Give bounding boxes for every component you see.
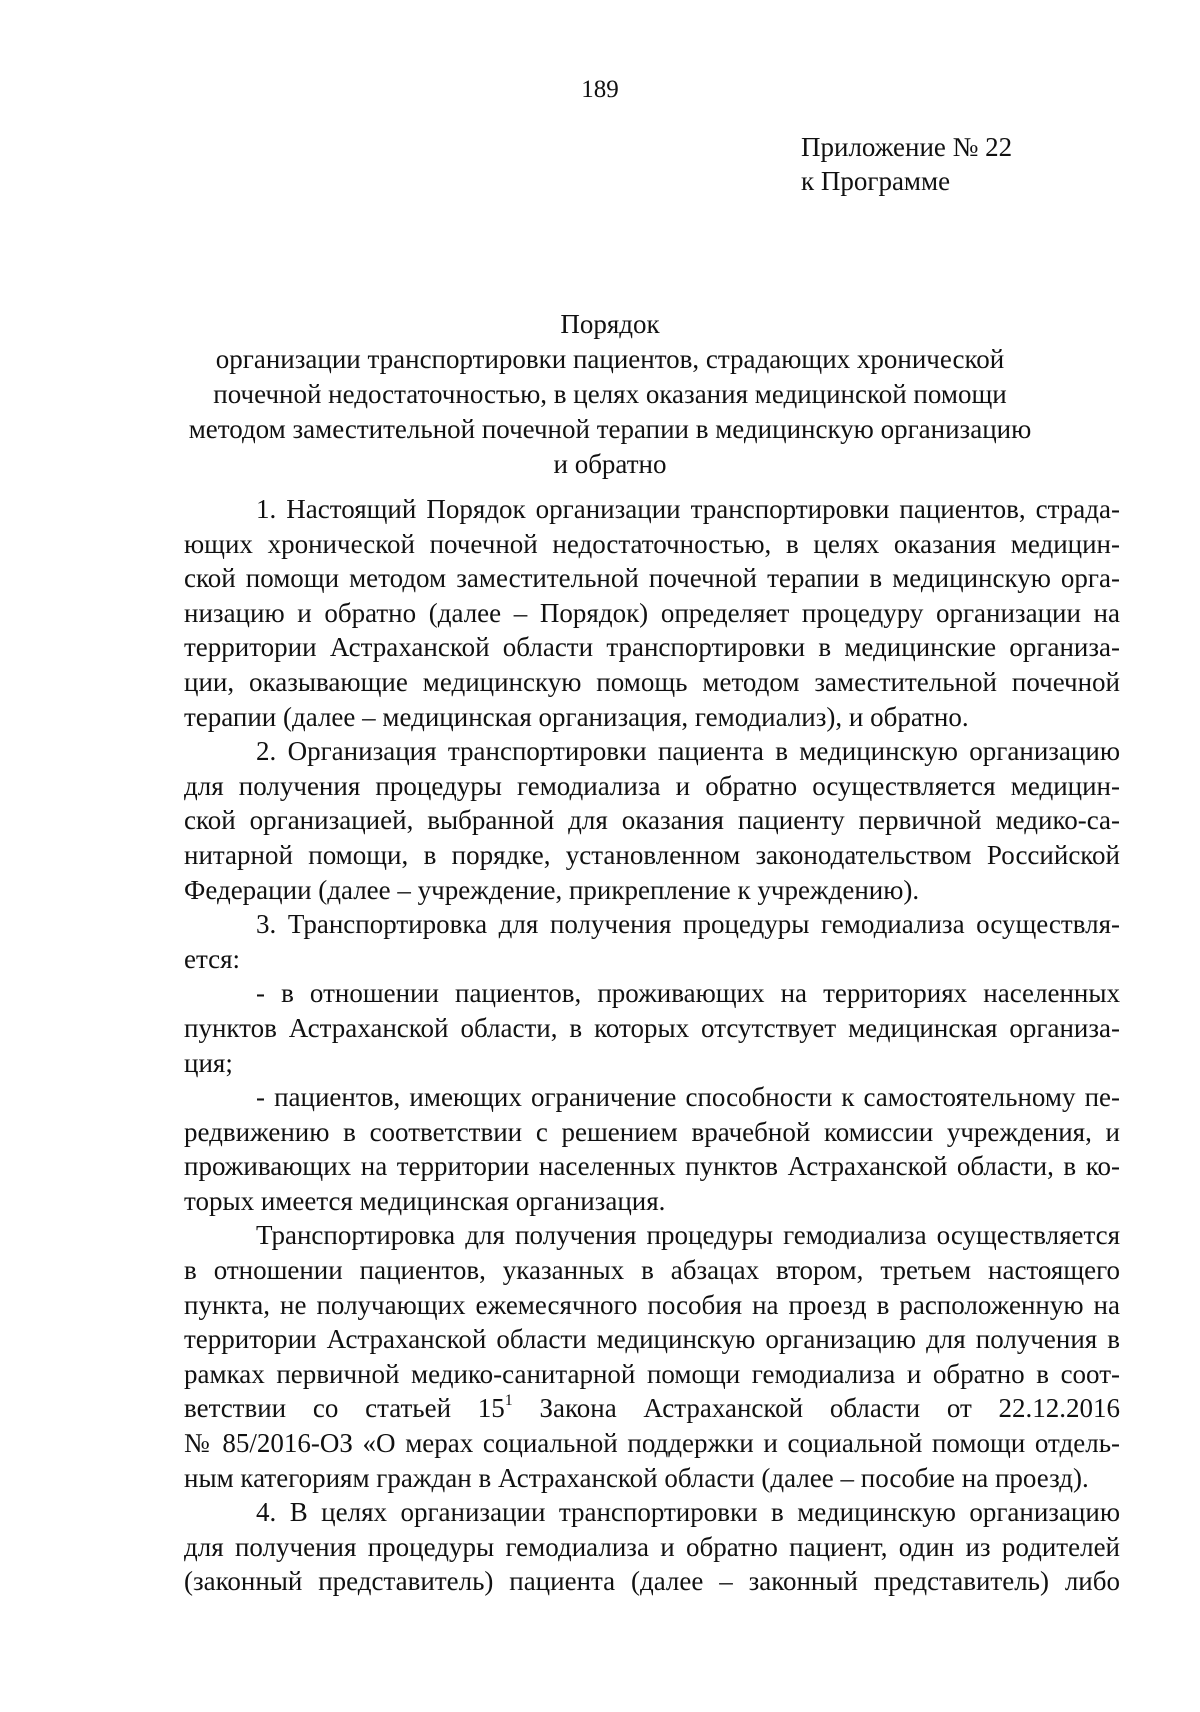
text-line: Транспортировка для получения процедуры гемодиализа осуществляется: [256, 1220, 1120, 1251]
text-line: низацию и обратно (далее – Порядок) определяет процедуру организации на: [184, 597, 1120, 628]
text-line: ция;: [184, 1047, 233, 1078]
text-line: территории Астраханской области транспортировки в медицинские организа-: [184, 632, 1120, 663]
text-line: торых имеется медицинская организация.: [184, 1185, 666, 1216]
text-fragment: Закона Астраханской области от 22.12.2016: [539, 1393, 1120, 1424]
text-line: проживающих на территории населенных пунктов Астраханской области, в ко-: [184, 1151, 1120, 1182]
text-line: редвижению в соответствии с решением врачебной комиссии учреждения, и: [184, 1116, 1120, 1147]
superscript: 1: [504, 1392, 513, 1410]
text-line: для получения процедуры гемодиализа и обратно осуществляется медицин-: [184, 770, 1120, 801]
text-line: рамках первичной медико-санитарной помощи гемодиализа и обратно в соот-: [184, 1358, 1120, 1389]
text-line: в отношении пациентов, указанных в абзацах втором, третьем настоящего: [184, 1255, 1120, 1286]
text-line-with-superscript: [184, 1391, 1120, 1426]
document-title: [150, 307, 1070, 482]
text-fragment: ветствии со статьей 15: [184, 1393, 505, 1424]
text-line: ным категориям граждан в Астраханской области (далее – пособие на проезд).: [184, 1462, 1089, 1493]
text-line: (законный представитель) пациента (далее – законный представитель) либо: [184, 1566, 1120, 1597]
text-line: 4. В целях организации транспортировки в медицинскую организацию: [256, 1497, 1120, 1528]
text-line: 1. Настоящий Порядок организации транспортировки пациентов, страда-: [256, 494, 1120, 524]
appendix-reference: [801, 130, 1012, 198]
text-line: ской организацией, выбранной для оказания пациенту первичной медико-са-: [184, 805, 1120, 836]
text-line: 2. Организация транспортировки пациента в медицинскую организацию: [256, 736, 1120, 767]
title-line: Порядок: [560, 309, 660, 339]
text-line: - в отношении пациентов, проживающих на территориях населенных: [256, 978, 1120, 1009]
text-line: нитарной помощи, в порядке, установленном законодательством Российской: [184, 839, 1120, 870]
title-line: почечной недостаточностью, в целях оказания медицинской помощи: [213, 379, 1007, 409]
text-line: пунктов Астраханской области, в которых отсутствует медицинская организа-: [184, 1012, 1120, 1043]
title-line: методом заместительной почечной терапии в медицинскую организацию: [188, 414, 1032, 444]
appendix-program: к Программе: [801, 166, 951, 196]
title-line: и обратно: [553, 449, 667, 479]
text-line: 3. Транспортировка для получения процедуры гемодиализа осуществля-: [256, 909, 1120, 940]
text-line: № 85/2016-ОЗ «О мерах социальной поддержки и социальной помощи отдель-: [184, 1428, 1120, 1459]
text-line: территории Астраханской области медицинскую организацию для получения в: [184, 1324, 1120, 1355]
text-line: для получения процедуры гемодиализа и обратно пациент, один из родителей: [184, 1531, 1120, 1562]
text-line: ской помощи методом заместительной почечной терапии в медицинскую орга-: [184, 563, 1120, 594]
text-line: ющих хронической почечной недостаточностью, в целях оказания медицин-: [184, 528, 1120, 559]
text-line: Федерации (далее – учреждение, прикрепление к учреждению).: [184, 874, 920, 905]
document-body: [184, 492, 1120, 1599]
appendix-number: Приложение № 22: [801, 132, 1013, 162]
page-number: 189: [581, 76, 619, 103]
text-line: ется:: [184, 943, 241, 974]
text-line: терапии (далее – медицинская организация, гемодиализ), и обратно.: [184, 701, 969, 732]
text-line: пункта, не получающих ежемесячного пособия на проезд в расположенную на: [184, 1289, 1120, 1320]
text-line: ции, оказывающие медицинскую помощь методом заместительной почечной: [184, 666, 1120, 697]
text-line: - пациентов, имеющих ограничение способности к самостоятельному пе-: [256, 1082, 1120, 1113]
title-line: организации транспортировки пациентов, страдающих хронической: [215, 344, 1005, 374]
